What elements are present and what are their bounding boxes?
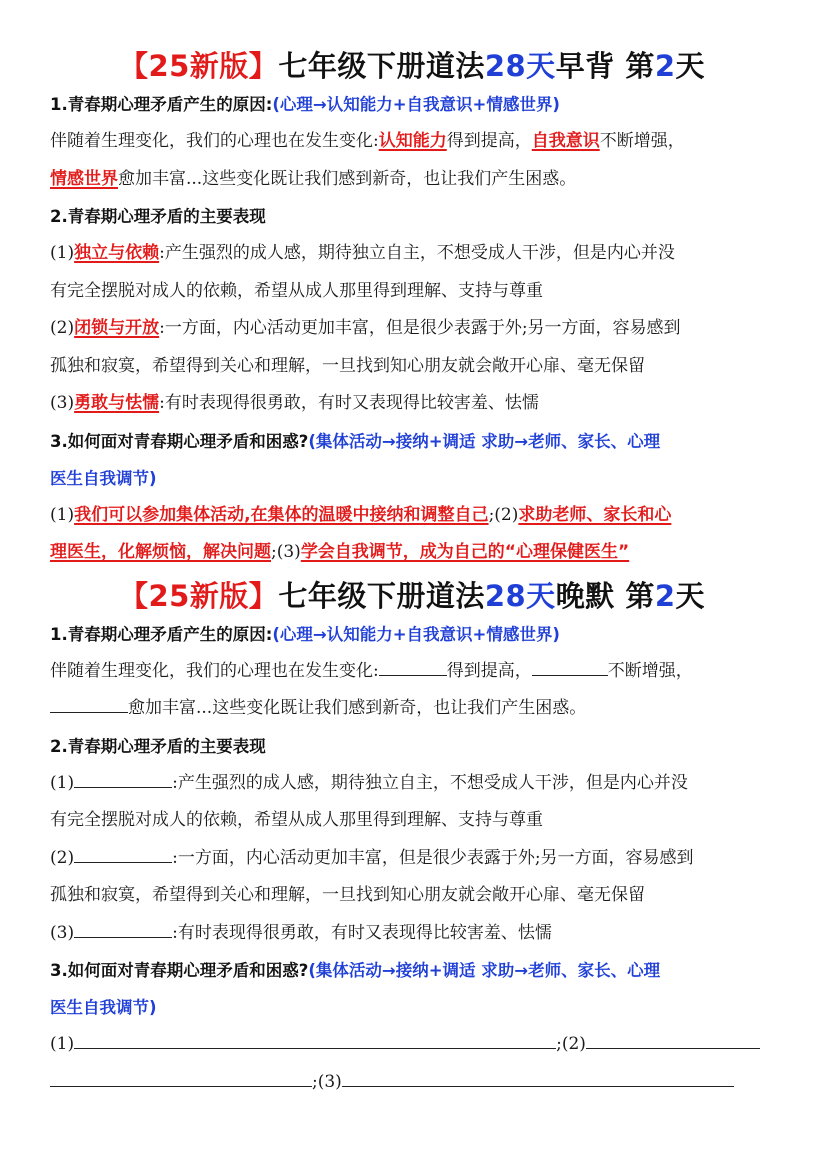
evening-q1-text-c: 不断增强， [607, 660, 693, 681]
morning-q2-item1-num: (1) [50, 243, 75, 263]
evening-q3-heading-cont [50, 989, 774, 1026]
morning-title-day-num: 2 [654, 49, 676, 83]
evening-q1-answer [50, 653, 774, 728]
morning-title-prefix: 【25新版】 [118, 49, 279, 83]
morning-q3-sep1: ;(2) [488, 504, 519, 525]
morning-title-day-unit: 天 [675, 49, 706, 83]
evening-q2-label: 2.青春期心理矛盾的主要表现 [50, 736, 266, 756]
evening-q1-label: 1.青春期心理矛盾产生的原因: [50, 624, 273, 644]
morning-q3-answer1: 我们可以参加集体活动,在集体的温暖中接纳和调整自己 [74, 504, 489, 525]
evening-title-type: 晚默 [555, 578, 615, 613]
morning-q2-item1-text-a: :产生强烈的成人感，期待独立自主，不想受成人干涉，但是内心并没 [159, 243, 675, 263]
morning-q3-hint-b: 医生自我调节) [50, 468, 157, 488]
morning-q1-hint: (心理→认知能力+自我意识+情感世界) [272, 95, 560, 114]
evening-q3-sep1: ;(2) [556, 1034, 586, 1054]
worksheet-page [50, 40, 774, 1101]
evening-q3-blank-2b[interactable] [50, 1066, 312, 1087]
morning-q2-item1-line2: 有完全摆脱对成人的依赖，希望从成人那里得到理解、支持与尊重 [50, 280, 543, 301]
evening-q2-answer [50, 765, 774, 953]
morning-q1-keyword-2: 自我意识 [531, 131, 600, 151]
evening-q3-hint-a: (集体活动→接纳+调适 求助→老师、家长、心理 [308, 961, 661, 980]
evening-q3-num1: (1) [50, 1034, 75, 1054]
morning-q3-answer3: 学会自我调节，成为自己的“心理保健医生” [300, 542, 630, 562]
evening-q2-item2-line1 [50, 840, 774, 878]
evening-q3-heading [50, 952, 774, 989]
morning-q2-item2-text-a: :一方面，内心活动更加丰富，但是很少表露于外;另一方面，容易感到 [159, 318, 681, 338]
evening-q1-blank-2[interactable] [532, 655, 608, 676]
evening-q1-line2 [50, 690, 774, 728]
morning-q2-label: 2.青春期心理矛盾的主要表现 [50, 207, 266, 226]
morning-q1-line1 [50, 123, 774, 161]
evening-q1-blank-1[interactable] [379, 655, 447, 676]
evening-q1-blank-3[interactable] [50, 692, 128, 713]
morning-q2-item3-num: (3) [50, 393, 75, 413]
morning-q3-line1 [50, 497, 774, 535]
evening-q3-label: 3.如何面对青春期心理矛盾和困惑? [50, 961, 309, 980]
morning-q3-hint-a: (集体活动→接纳+调适 求助→老师、家长、心理 [308, 431, 661, 451]
morning-q2-item2-line2: 孤独和寂寞，希望得到关心和理解，一旦找到知心朋友就会敞开心扉、毫无保留 [50, 355, 645, 376]
evening-q2-item2-num: (2) [50, 847, 75, 868]
morning-q1-heading [50, 86, 774, 123]
evening-q3-hint-b: 医生自我调节) [50, 998, 157, 1017]
morning-title-subject: 七年级下册道法 [278, 49, 485, 83]
evening-title-days: 28天 [484, 578, 556, 613]
morning-q3-heading [50, 423, 774, 460]
morning-q3-answer [50, 497, 774, 572]
morning-title-day-word: 第 [625, 49, 655, 83]
evening-title-day-word: 第 [625, 578, 655, 613]
evening-q3-blank-1[interactable] [74, 1028, 556, 1049]
morning-q1-text-a: 伴随着生理变化，我们的心理也在发生变化: [50, 131, 379, 151]
morning-q2-item2-keyword: 闭锁与开放 [74, 318, 160, 338]
morning-q2-answer [50, 235, 774, 423]
evening-q2-item3-line1 [50, 915, 774, 953]
morning-q2-item3-keyword: 勇敢与怯懦 [74, 393, 160, 413]
evening-q2-item2-text-a: :一方面，内心活动更加丰富，但是很少表露于外;另一方面，容易感到 [172, 847, 694, 868]
evening-q1-heading [50, 616, 774, 653]
evening-q2-heading [50, 728, 774, 765]
evening-q2-item3-blank[interactable] [74, 917, 172, 938]
evening-title-subject: 七年级下册道法 [278, 578, 485, 613]
morning-q3-label: 3.如何面对青春期心理矛盾和困惑? [50, 431, 309, 451]
morning-q1-keyword-1: 认知能力 [378, 131, 447, 151]
morning-q2-item3-line1 [50, 385, 774, 423]
morning-q1-label: 1.青春期心理矛盾产生的原因: [50, 95, 273, 114]
morning-q1-text-d: 愈加丰富...这些变化既让我们感到新奇，也让我们产生困惑。 [118, 168, 577, 189]
evening-q2-item1-line1 [50, 765, 774, 803]
morning-q2-item1-line1 [50, 235, 774, 273]
evening-q3-blank-2a[interactable] [586, 1028, 760, 1049]
evening-q1-text-a: 伴随着生理变化，我们的心理也在发生变化: [50, 660, 379, 681]
evening-title [50, 576, 774, 616]
morning-q1-answer [50, 123, 774, 198]
morning-q1-text-b: 得到提高， [446, 131, 532, 151]
evening-q3-answer [50, 1026, 774, 1101]
evening-q2-item1-line2: 有完全摆脱对成人的依赖，希望从成人那里得到理解、支持与尊重 [50, 810, 543, 830]
evening-q2-item3-text-a: :有时表现得很勇敢，有时又表现得比较害羞、怯懦 [172, 922, 552, 943]
evening-q1-line1 [50, 653, 774, 691]
morning-q1-keyword-3: 情感世界 [50, 168, 118, 189]
evening-q2-item2-blank[interactable] [74, 842, 172, 863]
morning-q2-heading [50, 198, 774, 235]
morning-title [50, 46, 774, 86]
morning-q3-answer2-b: 理医生，化解烦恼，解决问题 [50, 542, 271, 562]
evening-q3-line1 [50, 1026, 774, 1064]
evening-q3-sep2: ;(3) [312, 1071, 342, 1092]
morning-q3-num1: (1) [50, 504, 75, 525]
morning-q3-line2 [50, 534, 774, 572]
morning-title-type: 早背 [555, 49, 615, 83]
evening-q2-item3-num: (3) [50, 922, 75, 943]
morning-q1-line2 [50, 161, 774, 199]
morning-q2-item3-text-a: :有时表现得很勇敢，有时又表现得比较害羞、怯懦 [159, 393, 539, 413]
evening-q3-line2 [50, 1064, 774, 1102]
morning-q2-item1-keyword: 独立与依赖 [74, 243, 160, 263]
evening-q1-hint: (心理→认知能力+自我意识+情感世界) [272, 624, 560, 644]
morning-q2-item2-num: (2) [50, 318, 75, 338]
evening-q1-text-d: 愈加丰富...这些变化既让我们感到新奇，也让我们产生困惑。 [128, 698, 587, 718]
morning-q2-item2-line1 [50, 310, 774, 348]
evening-q2-item1-text-a: :产生强烈的成人感，期待独立自主，不想受成人干涉，但是内心并没 [172, 772, 688, 793]
evening-q2-item2-line2: 孤独和寂寞，希望得到关心和理解，一旦找到知心朋友就会敞开心扉、毫无保留 [50, 885, 645, 905]
evening-q3-blank-3[interactable] [342, 1066, 734, 1087]
evening-title-day-unit: 天 [675, 578, 706, 613]
evening-q2-item1-blank[interactable] [74, 767, 172, 788]
morning-q3-sep2: ;(3) [271, 542, 301, 562]
evening-q1-text-b: 得到提高， [446, 660, 532, 681]
morning-q3-answer2-a: 求助老师、家长和心 [518, 504, 672, 525]
morning-title-days: 28天 [484, 49, 556, 83]
morning-q3-heading-cont [50, 460, 774, 497]
evening-q2-item1-num: (1) [50, 772, 75, 793]
evening-title-prefix: 【25新版】 [118, 578, 279, 613]
evening-title-day-num: 2 [654, 578, 676, 613]
morning-q1-text-c: 不断增强， [599, 131, 685, 151]
